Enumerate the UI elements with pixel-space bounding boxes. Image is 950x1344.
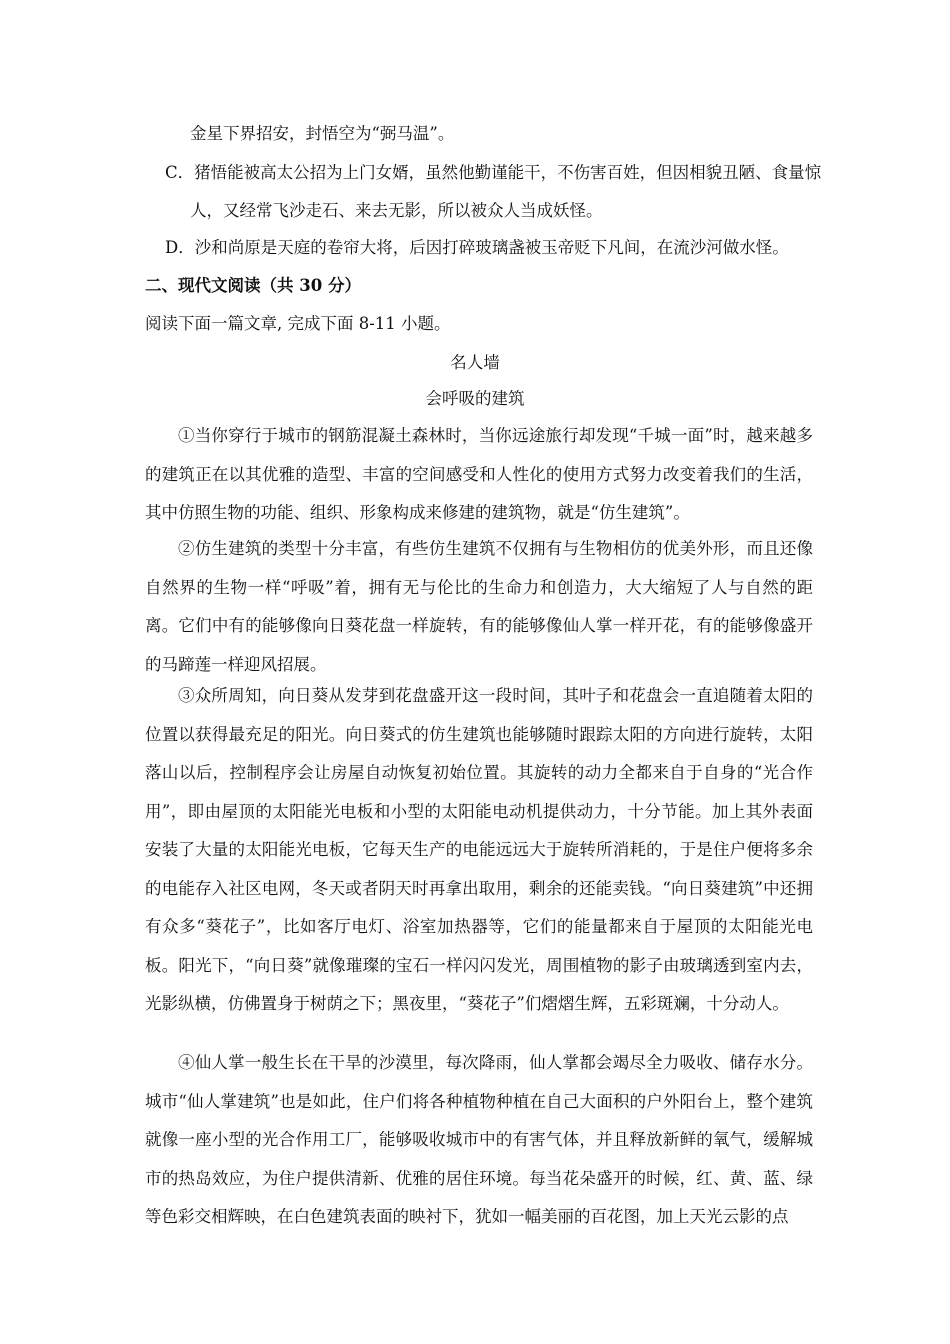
- section-instruction: 阅读下面一篇文章, 完成下面 8-11 小题。: [145, 314, 451, 333]
- article-title: 会呼吸的建筑: [425, 389, 525, 408]
- option-b-continuation: 金星下界招安，封悟空为“弼马温”。: [190, 124, 455, 143]
- option-d: D．沙和尚原是天庭的卷帘大将，后因打碎玻璃盏被玉帝贬下凡间，在流沙河做水怪。: [165, 238, 789, 257]
- paragraph-1: ①当你穿行于城市的钢筋混凝土森林时，当你远途旅行却发现“千城一面”时，越来越多的建筑正在以其优雅的造型、丰富的空间感受和人性化的使用方式努力改变着我们的生活，其中仿照生物的功能、组织、形象构成来修建的建筑物，就是“仿生建筑”。: [145, 426, 813, 522]
- paragraph-3: ③众所周知，向日葵从发芽到花盘盛开这一段时间，其叶子和花盘会一直追随着太阳的位置以获得最充足的阳光。向日葵式的仿生建筑也能够随时跟踪太阳的方向进行旋转，太阳落山以后，控制程序会让房屋自动恢复初始位置。其旋转的动力全都来自于自身的“光合作用”，即由屋顶的太阳能光电板和小型的太阳能电动机提供动力，十分节能。加上其外表面安装了大量的太阳能光电板，它每天生产的电能远远大于旋转所消耗的，于是住户便将多余的电能存入社区电网，冬天或者阴天时再拿出取用，剩余的还能卖钱。“向日葵建筑”中还拥有众多“葵花子”，比如客厅电灯、浴室加热器等，它们的能量都来自于屋顶的太阳能光电板。阳光下，“向日葵”就像璀璨的宝石一样闪闪发光，周围植物的影子由玻璃透到室内去，光影纵横，仿佛置身于树荫之下；黑夜里，“葵花子”们熠熠生辉，五彩斑斓，十分动人。: [145, 686, 813, 1013]
- column-title: 名人墙: [450, 353, 500, 372]
- option-c: C．猪悟能被高太公招为上门女婿，虽然他勤谨能干，不伤害百姓，但因相貌丑陋、食量惊人，又经常飞沙走石、来去无影，所以被众人当成妖怪。: [165, 163, 822, 220]
- paragraph-2: ②仿生建筑的类型十分丰富，有些仿生建筑不仅拥有与生物相仿的优美外形，而且还像自然界的生物一样“呼吸”着，拥有无与伦比的生命力和创造力，大大缩短了人与自然的距离。它们中有的能够像向日葵花盘一样旋转，有的能够像仙人掌一样开花，有的能够像盛开的马蹄莲一样迎风招展。: [145, 539, 813, 674]
- section-heading: 二、现代文阅读（共 30 分）: [145, 276, 361, 295]
- paragraph-4: ④仙人掌一般生长在干旱的沙漠里，每次降雨，仙人掌都会竭尽全力吸收、储存水分。城市“仙人掌建筑”也是如此，住户们将各种植物种植在自己大面积的户外阳台上，整个建筑就像一座小型的光合作用工厂，能够吸收城市中的有害气体，并且释放新鲜的氧气，缓解城市的热岛效应，为住户提供清新、优雅的居住环境。每当花朵盛开的时候，红、黄、蓝、绿等色彩交相辉映，在白色建筑表面的映衬下，犹如一幅美丽的百花图，加上天光云影的点: [145, 1053, 813, 1226]
